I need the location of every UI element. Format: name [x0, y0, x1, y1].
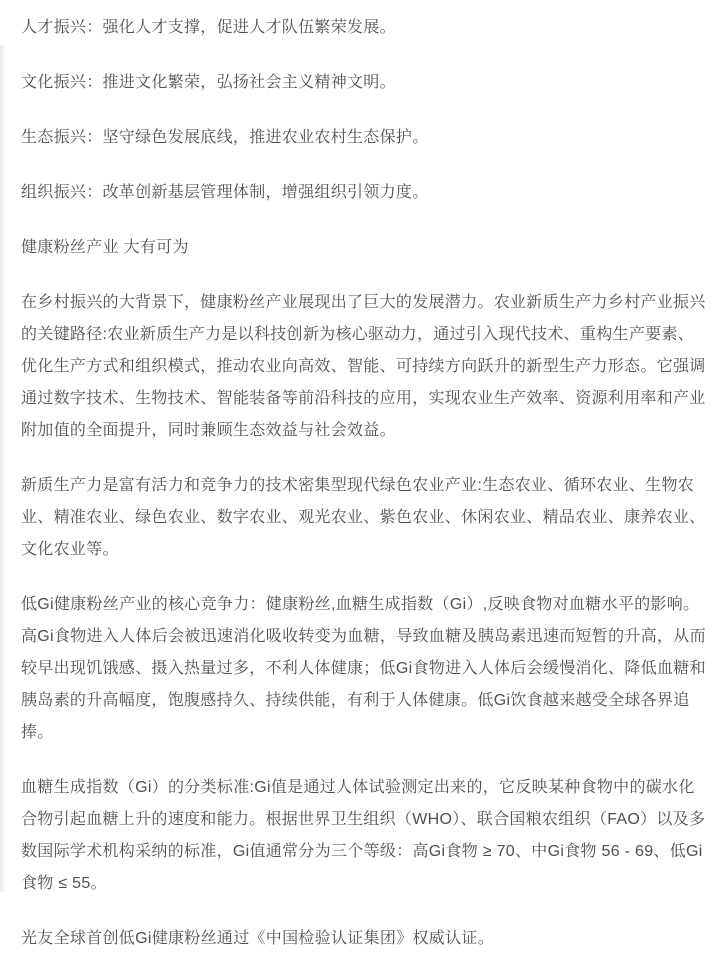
paragraph-organization-revitalization: 组织振兴：改革创新基层管理体制，增强组织引领力度。 — [21, 184, 429, 201]
paragraph-new-productivity-industries: 新质生产力是富有活力和竞争力的技术密集型现代绿色农业产业:生态农业、循环农业、生物农业、精准农业、绿色农业、数字农业、观光农业、紫色农业、休闲农业、精品农业、康养农业、文化农业等。 — [21, 477, 706, 558]
paragraph-guangyou-certification: 光友全球首创低Gi健康粉丝通过《中国检验认证集团》权威认证。 — [21, 930, 495, 947]
section-title-healthy-vermicelli: 健康粉丝产业 大有可为 — [21, 239, 189, 256]
paragraph-ecology-revitalization: 生态振兴：坚守绿色发展底线，推进农业农村生态保护。 — [21, 129, 429, 146]
paragraph-gi-classification-standard: 血糖生成指数（Gi）的分类标准:Gi值是通过人体试验测定出来的，它反映某种食物中的碳水化合物引起血糖上升的速度和能力。根据世界卫生组织（WHO）、联合国粮农组织（FAO）以及多数国际学术机构采纳的标准，Gi值通常分为三个等级：高Gi食物 ≥ 70、中Gi食物 56 - 69、低Gi食物 ≤ 55。 — [21, 779, 706, 892]
paragraph-culture-revitalization: 文化振兴：推进文化繁荣，弘扬社会主义精神文明。 — [21, 74, 396, 91]
paragraph-rural-revitalization-background: 在乡村振兴的大背景下，健康粉丝产业展现出了巨大的发展潜力。农业新质生产力乡村产业振兴的关键路径:农业新质生产力是以科技创新为核心驱动力，通过引入现代技术、重构生产要素、优化生产方式和组织模式，推动农业向高效、智能、可持续方向跃升的新型生产力形态。它强调通过数字技术、生物技术、智能装备等前沿科技的应用，实现农业生产效率、资源利用率和产业附加值的全面提升，同时兼顾生态效益与社会效益。 — [21, 294, 706, 439]
paragraph-talent-revitalization: 人才振兴：强化人才支撑，促进人才队伍繁荣发展。 — [21, 19, 396, 36]
paragraph-low-gi-core-competitiveness: 低Gi健康粉丝产业的核心竞争力：健康粉丝,血糖生成指数（Gi）,反映食物对血糖水平的影响。高Gi食物进入人体后会被迅速消化吸收转变为血糖，导致血糖及胰岛素迅速而短暂的升高，从而较早出现饥饿感、摄入热量过多，不利人体健康；低Gi食物进入人体后会缓慢消化、降低血糖和胰岛素的升高幅度，饱腹感持久、持续供能，有利于人体健康。低Gi饮食越来越受全球各界追捧。 — [21, 596, 706, 741]
